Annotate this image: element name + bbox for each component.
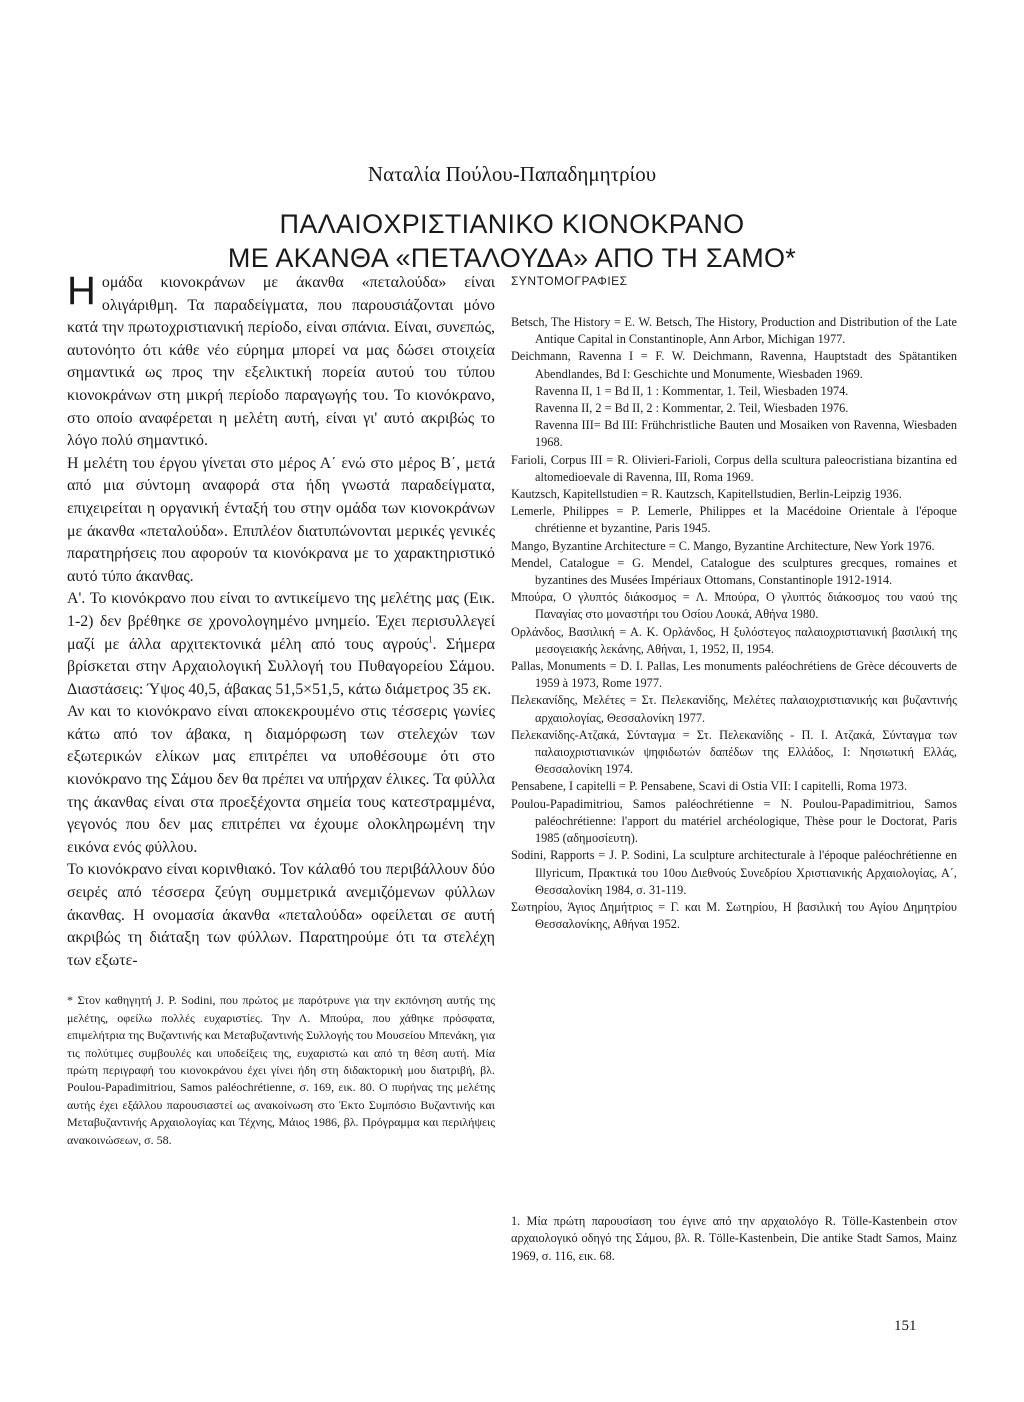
abbreviations-list [511, 314, 957, 933]
footnote-ref-1: 1 [428, 634, 433, 645]
abbreviation-entry: Πελεκανίδης, Μελέτες = Στ. Πελεκανίδης, Μελέτες παλαιοχριστιανικής και βυζαντινής αρχαιολογίας, Θεσσαλονίκη 1977. [511, 693, 957, 725]
title-line-2: ΜΕ ΑΚΑΝΘΑ «ΠΕΤΑΛΟΥΔΑ» ΑΠΟ ΤΗ ΣΑΜΟ* [227, 243, 797, 273]
abbreviation-entry: Pallas, Monuments = D. I. Pallas, Les monuments paléochrétiens de Grèce découverts de 1959 à 1973, Rome 1977. [511, 659, 957, 691]
author-name: Ναταλία Πούλου-Παπαδημητρίου [367, 162, 657, 186]
abbreviation-entry: Σωτηρίου, Άγιος Δημήτριος = Γ. και Μ. Σωτηρίου, Η βασιλική του Αγίου Δημητρίου Θεσσαλονίκης, Αθήναι 1952. [511, 899, 957, 932]
paragraph-2: Η μελέτη του έργου γίνεται στο μέρος Α΄ ενώ στο μέρος Β΄, μετά από μια σύντομη αναφορά στα ήδη γνωστά παραδείγματα, επιχειρείται η οργανική ένταξή του στην ομάδα των κιονοκράνων με άκανθα «πεταλούδα». Επιπλέον διατυπώνονται μερικές γενικές παρατηρήσεις που αφορούν τα κιονόκρανα με το χαρακτηριστικό αυτό τύπο άκανθας. [67, 454, 495, 585]
abbreviation-entry: Ορλάνδος, Βασιλική = Α. Κ. Ορλάνδος, Η ξυλόστεγος παλαιοχριστιανική βασιλική της μεσογειακής λεκάνης, Αθήναι, 1, 1952, II, 1954. [511, 624, 957, 656]
abbreviation-entry: Ravenna II, 1 = Bd II, 1 : Kommentar, 1. Teil, Wiesbaden 1974. [535, 383, 849, 398]
abbreviations-column [511, 274, 957, 933]
abbreviation-entry: Ravenna III= Bd III: Frühchristliche Bauten und Mosaiken von Ravenna, Wiesbaden 1968. [535, 418, 957, 450]
abbreviation-entry: Mango, Byzantine Architecture = C. Mango, Byzantine Architecture, New York 1976. [511, 538, 935, 553]
drop-cap: Η [67, 269, 96, 313]
abbreviation-entry: Kautzsch, Kapitellstudien = R. Kautzsch, Kapitellstudien, Berlin-Leipzig 1936. [511, 487, 902, 502]
paragraph-1-text: ομάδα κιονοκράνων με άκανθα «πεταλούδα» είναι ολιγάριθμη. Τα παραδείγματα, που παρουσιάζονται μόνο κατά την πρωτοχριστιανική περίοδο, είναι σπάνια. Είναι, συνεπώς, αυτονόητο ότι κάθε νέο εύρημα μπορεί να μας δώσει στοιχεία σημαντικά ως προς την εξελικτική πορεία αυτού του τύπου κιονοκράνων στη μικρή περίοδο παραγωγής του. Το κιονόκρανο, στο οποίο αναφέρεται η μελέτη αυτή, είναι γι' αυτό ακριβώς το λόγο πολύ σημαντικό. [67, 274, 495, 450]
abbreviation-entry: Πελεκανίδης-Ατζακά, Σύνταγμα = Στ. Πελεκανίδης - Π. Ι. Ατζακά, Σύνταγμα των παλαιοχριστιανικών ψηφιδωτών δαπέδων της Ελλάδος, I: Νησιωτική Ελλάς, Θεσσαλονίκη 1974. [511, 727, 957, 777]
abbreviation-entry: Farioli, Corpus III = R. Olivieri-Farioli, Corpus della scultura paleocristiana bizantina ed altomedioevale di Ravenna, III, Roma 1969. [511, 452, 957, 484]
abbreviation-entry: Mendel, Catalogue = G. Mendel, Catalogue des sculptures grecques, romaines et byzantines des Musées Impériaux Ottomans, Constantinople 1912-1914. [511, 555, 957, 588]
abbreviation-entry: Poulou-Papadimitriou, Samos paléochrétienne = N. Poulou-Papadimitriou, Samos paléochrétienne: l'apport du matériel archéologique, Thèse pour le Doctorat, Paris 1985 (αδημοσίευτη). [511, 796, 957, 846]
title-line-1: ΠΑΛΑΙΟΧΡΙΣΤΙΑΝΙΚΟ ΚΙΟΝΟΚΡΑΝΟ [279, 209, 745, 239]
abbreviations-heading: ΣΥΝΤΟΜΟΓΡΑΦΙΕΣ [511, 274, 628, 288]
page-number: 151 [894, 1318, 917, 1334]
footnote-1: 1. Μία πρώτη παρουσίαση του έγινε από την αρχαιολόγο R. Tölle-Kastenbein στον αρχαιολογικό οδηγό της Σάμου, βλ. R. Tölle-Kastenbein, Die antike Stadt Samos, Mainz 1969, σ. 116, εικ. 68. [511, 1214, 957, 1263]
footnote-star: * Στον καθηγητή J. P. Sodini, που πρώτος με παρότρυνε για την εκπόνηση αυτής της μελέτης, οφείλω πολλές ευχαριστίες. Την Λ. Μπούρα, που χάθηκε πρόσφατα, επιμελήτρια της Βυζαντινής και Μεταβυζαντινής Συλλογής του Μουσείου Μπενάκη, για τις πολύτιμες συμβουλές και υποδείξεις της, ευχαριστώ και από τη θέση αυτή. Μία πρώτη περιγραφή του κιονοκράνου έχει γίνει ήδη στη διδακτορική μου διατριβή, βλ. Poulou-Papadimitriou, Samos paléochrétienne, σ. 169, εικ. 80. Ο πυρήνας της μελέτης αυτής έχει εξάλλου παρουσιαστεί ως ανακοίνωση στο Έκτο Συμπόσιο Βυζαντινής και Μεταβυζαντινής Αρχαιολογίας και Τέχνης, Μάιος 1986, βλ. Πρόγραμμα και περιλήψεις ανακοινώσεων, σ. 58. [67, 993, 495, 1147]
paragraph-5: Το κιονόκρανο είναι κορινθιακό. Τον κάλαθό του περιβάλλουν δύο σειρές από τέσσερα ζεύγη συμμετρικά ανεμιζόμενων φύλλων άκανθας. Η ονομασία άκανθα «πεταλούδα» οφείλεται σε αυτή ακριβώς τη διάταξη των φύλλων. Παρατηρούμε ότι τα στελέχη των εξωτε- [67, 861, 495, 969]
article-title [0, 207, 1024, 275]
abbreviation-entry: Ravenna II, 2 = Bd II, 2 : Kommentar, 2. Teil, Wiesbaden 1976. [535, 401, 849, 416]
abbreviation-entry: Lemerle, Philippes = P. Lemerle, Philippes et la Macédoine Orientale à l'époque chrétienne et byzantine, Paris 1945. [511, 504, 957, 536]
paragraph-1 [67, 269, 495, 453]
abbreviation-entry: Betsch, The History = E. W. Betsch, The History, Production and Distribution of the Late Antique Capital in Constantinople, Ann Arbor, Michigan 1977. [511, 315, 957, 347]
paragraph-3-text-b: . Σήμερα βρίσκεται στην Αρχαιολογική Συλλογή του Πυθαγορείου Σάμου. Διαστάσεις: Ύψος 40,5, άβακας 51,5×51,5, κάτω διάμετρος 35 εκ. [67, 635, 496, 698]
paragraph-3-text-a: Α'. Το κιονόκρανο που είναι το αντικείμενο της μελέτης μας (Εικ. 1-2) δεν βρέθηκε σε χρονολογημένο μνημείο. Έχει περισυλλεγεί μαζί με άλλα αρχιτεκτονικά μέλη από τους αγρούς [67, 590, 495, 653]
abbreviation-entry: Deichmann, Ravenna I = F. W. Deichmann, Ravenna, Hauptstadt des Spätantiken Abendlandes, Bd I: Geschichte und Monumente, Wiesbaden 1969. [511, 349, 957, 381]
body-text [67, 269, 496, 972]
main-text-column [67, 269, 496, 1149]
footnote-separator [67, 972, 495, 992]
paragraph-4: Αν και το κιονόκρανο είναι αποκεκρουμένο στις τέσσερις γωνίες κάτω από τον άβακα, η διαμόρφωση των στελεχών των εξωτερικών ελίκων μας επιτρέπει να υποθέσουμε ότι στο κιονόκρανο της Σάμου δεν θα πρέπει να υπήρχαν έλικες. Τα φύλλα της άκανθας είναι στα προεξέχοντα σημεία τους κατεστραμμένα, γεγονός που δεν μας επιτρέπει να έχουμε ολοκληρωμένη την εικόνα ενός φύλλου. [67, 703, 495, 856]
paragraph-3 [67, 588, 495, 701]
abbreviation-entry: Μπούρα, Ο γλυπτός διάκοσμος = Λ. Μπούρα, Ο γλυπτός διάκοσμος του ναού της Παναγίας στο μοναστήρι του Οσίου Λουκά, Αθήνα 1980. [511, 590, 957, 622]
abbreviation-entry: Pensabene, I capitelli = P. Pensabene, Scavi di Ostia VII: I capitelli, Roma 1973. [511, 779, 908, 794]
abbreviation-entry: Sodini, Rapports = J. P. Sodini, La sculpture architecturale à l'époque paléochrétienne en Illyricum, Πρακτικά του 10ου Διεθνούς Συνεδρίου Χριστιανικής Αρχαιολογίας, Α΄, Θεσσαλονίκη 1984, σ. 31-119. [511, 848, 957, 897]
